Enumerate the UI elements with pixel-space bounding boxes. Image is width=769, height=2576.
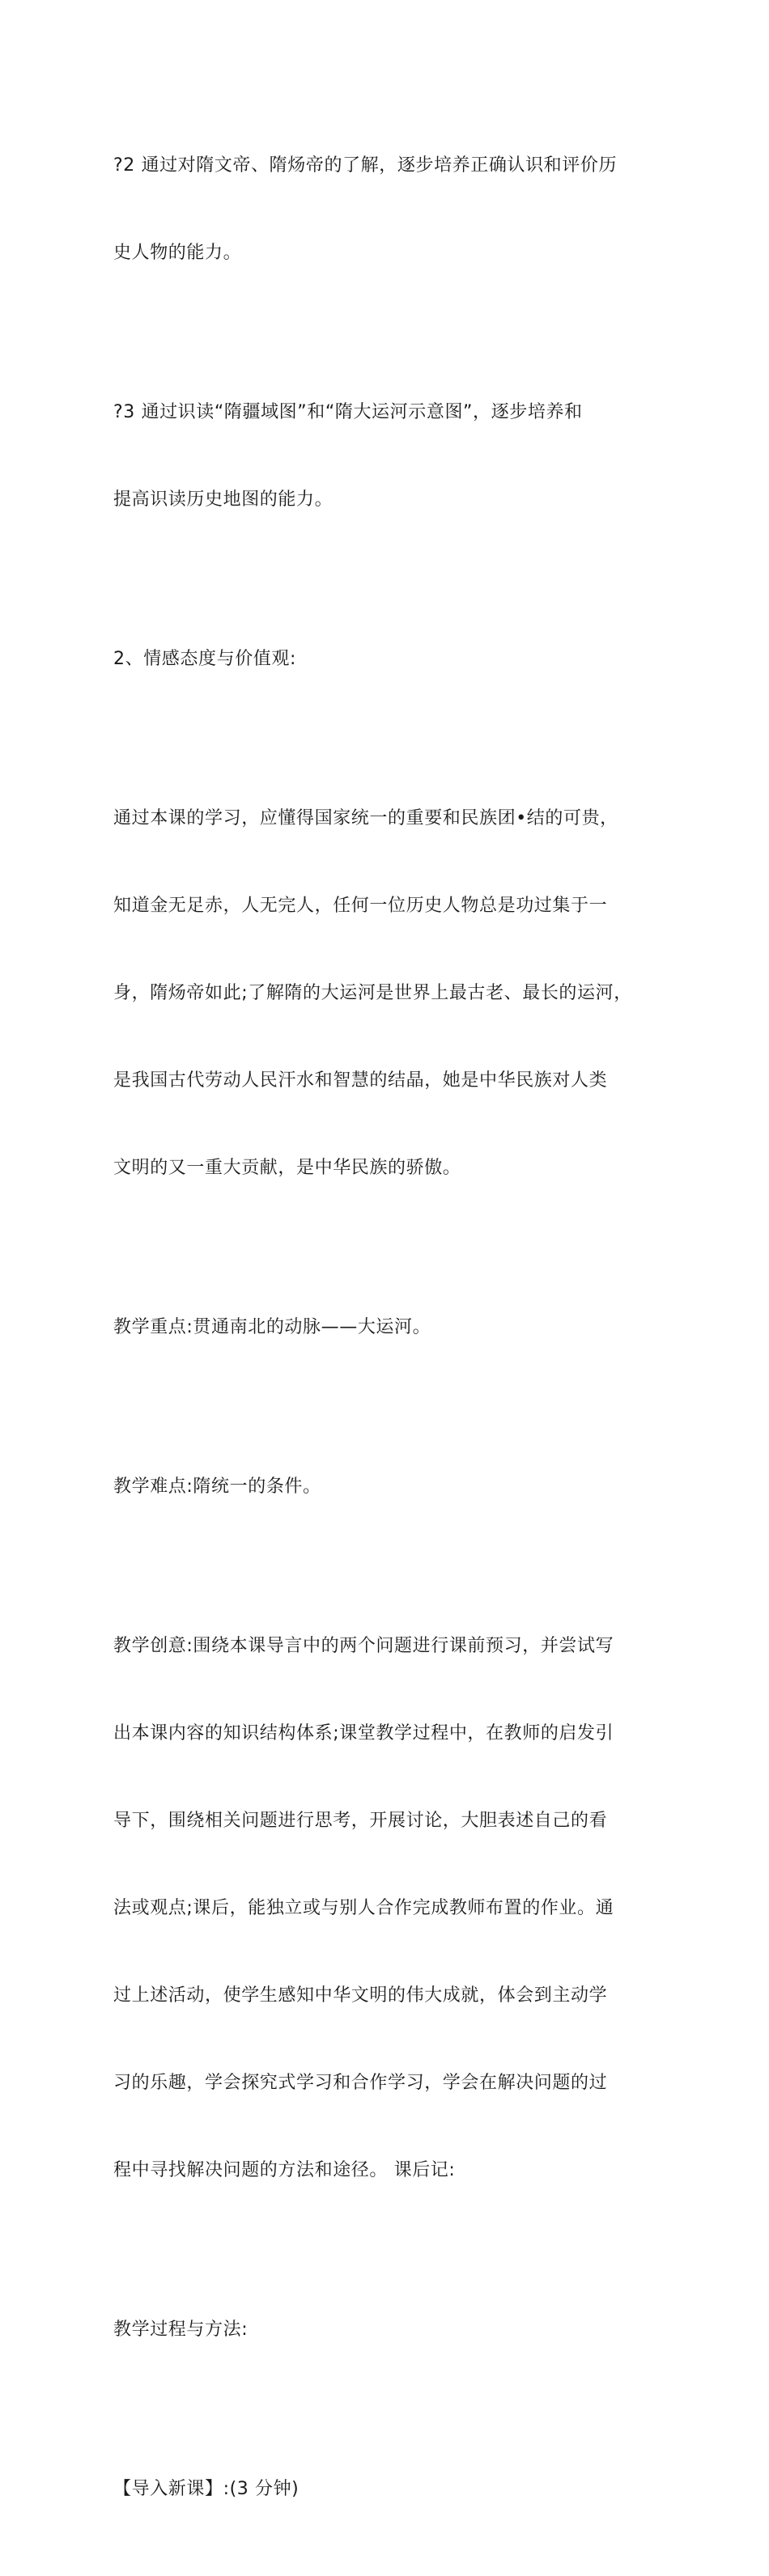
text-line: 教学过程与方法: [113,2320,249,2340]
text-line: 法或观点;课后，能独立或与别人合作完成教师布置的作业。通 [113,1898,614,1918]
text-line: 程中寻找解决问题的方法和途径。 课后记: [113,2160,456,2180]
text-line: 过上述活动，使学生感知中华文明的伟大成就，体会到主动学 [113,1985,608,2006]
text-line: ?3 通过识读“隋疆域图”和“隋大运河示意图”，逐步培养和 [113,402,583,422]
paragraph-values [113,746,672,1241]
text-line: 提高识读历史地图的能力。 [113,489,334,510]
section-heading-intro [113,2417,672,2562]
text-line: 习的乐趣，学会探究式学习和合作学习，学会在解决问题的过 [113,2073,608,2093]
paragraph-teaching-idea [113,1574,672,2243]
text-line: ?2 通过对隋文帝、隋炀帝的了解，逐步培养正确认识和评价历 [113,155,618,176]
section-heading-values [113,587,672,732]
text-line: 史人物的能力。 [113,243,242,263]
text-line: 身，隋炀帝如此;了解隋的大运河是世界上最古老、最长的运河， [113,983,632,1003]
text-line: 导下，围绕相关问题进行思考，开展讨论，大胆表述自己的看 [113,1811,608,1831]
paragraph-key-point [113,1255,672,1400]
text-line: 2、情感态度与价值观: [113,649,297,669]
text-line: 知道金无足赤，人无完人，任何一位历史人物总是功过集于一 [113,896,608,916]
text-line: 教学创意:围绕本课导言中的两个问题进行课前预习，并尝试写 [113,1636,614,1656]
text-line: 通过本课的学习，应懂得国家统一的重要和民族团•结的可贵， [113,808,618,828]
text-line: 教学难点:隋统一的条件。 [113,1477,321,1497]
paragraph-objective-3 [113,340,672,573]
section-heading-process [113,2257,672,2403]
text-line: 出本课内容的知识结构体系;课堂教学过程中，在教师的启发引 [113,1723,614,1743]
text-line: 【导入新课】:(3 分钟) [113,2479,300,2499]
text-line: 文明的又一重大贡献，是中华民族的骄傲。 [113,1158,461,1178]
document-body [113,93,672,2576]
paragraph-difficulty [113,1414,672,1560]
text-line: 是我国古代劳动人民汗水和智慧的结晶，她是中华民族对人类 [113,1070,608,1091]
text-line: 教学重点:贯通南北的动脉——大运河。 [113,1317,431,1337]
paragraph-objective-2 [113,93,672,326]
